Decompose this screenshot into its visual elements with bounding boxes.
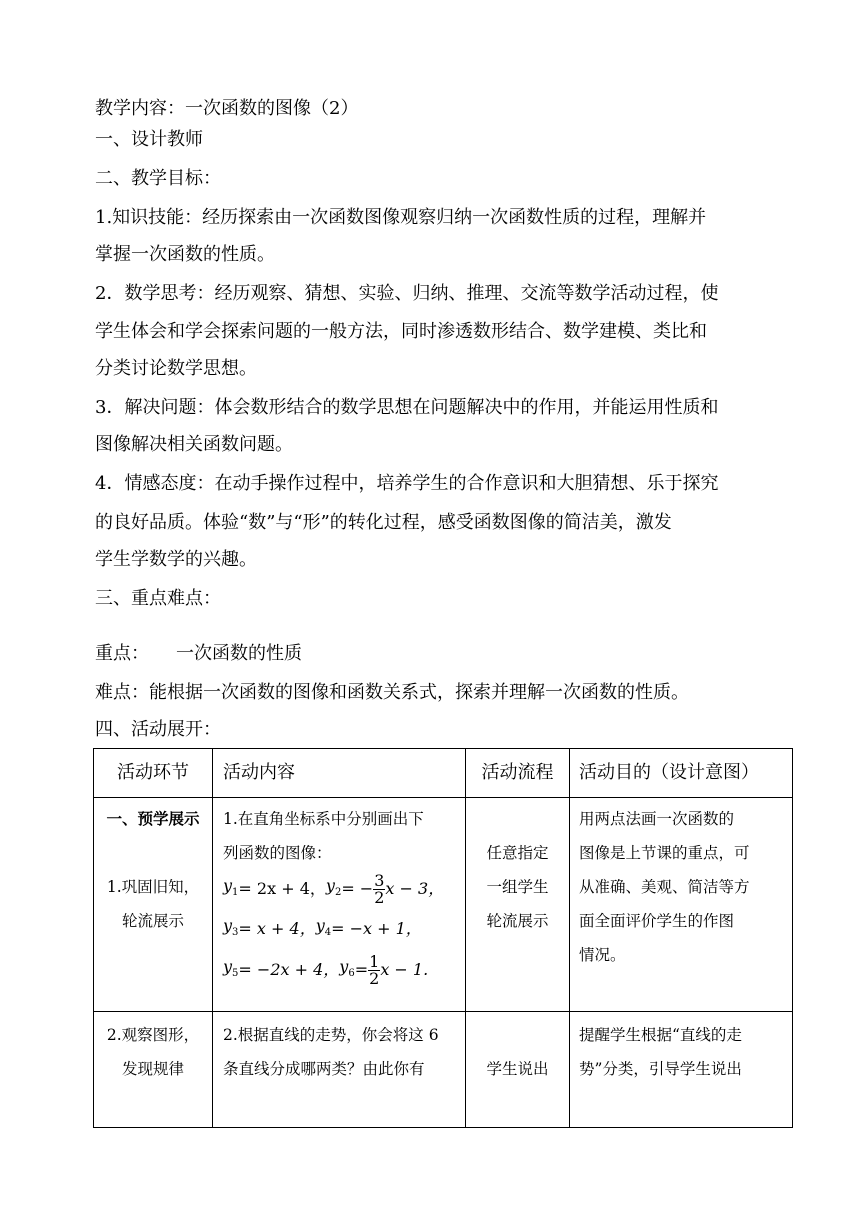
stage-sub: 2.观察图形， <box>106 1026 200 1044</box>
content-cell <box>213 1012 466 1128</box>
purpose-text: 情况。 <box>579 946 626 964</box>
stage-sub: 发现规律 <box>121 1060 184 1078</box>
purpose-text: 提醒学生根据“直线的走 <box>579 1026 742 1044</box>
section-key-points: 三、重点难点： <box>95 588 221 609</box>
activity-table <box>93 748 793 1128</box>
flow-text: 一组学生 <box>486 878 549 896</box>
fraction-den: 2 <box>369 968 380 988</box>
equation: x − 1. <box>380 960 429 979</box>
table-header-row <box>94 749 793 798</box>
fraction <box>373 870 385 907</box>
goal-line: 学生学数学的兴趣。 <box>95 549 257 570</box>
stage-cell <box>94 798 213 1012</box>
equation: = <box>354 960 369 979</box>
content-text: 列函数的图像： <box>223 844 332 862</box>
purpose-text: 势”分类，引导学生说出 <box>579 1060 742 1078</box>
equation: = − <box>341 879 374 898</box>
stage-cell <box>94 1012 213 1128</box>
goal-line: 3．解决问题：体会数形结合的数学思想在问题解决中的作用，并能运用性质和 <box>95 397 719 418</box>
goal-line: 分类讨论数学思想。 <box>95 358 257 379</box>
purpose-text: 从准确、美观、简洁等方 <box>579 878 750 896</box>
flow-text: 任意指定 <box>486 844 549 862</box>
goal-line: 图像解决相关函数问题。 <box>95 434 293 455</box>
content-cell <box>213 798 466 1012</box>
stage-sub: 1.巩固旧知， <box>106 878 200 896</box>
section-goals: 二、教学目标： <box>95 168 221 189</box>
equation: = 2x + 4， <box>238 879 326 898</box>
section-activities: 四、活动展开： <box>95 719 221 740</box>
flow-text: 学生说出 <box>486 1060 549 1078</box>
stage-title: 一、预学展示 <box>106 809 200 828</box>
difficulty: 难点：能根据一次函数的图像和函数关系式，探索并理解一次函数的性质。 <box>95 682 689 703</box>
equation-line: $y_5$ = −2x + 4， $y_6$ = $\frac{1}{2}$ x − 1. <box>223 951 429 988</box>
flow-cell <box>466 1012 570 1128</box>
purpose-text: 面全面评价学生的作图 <box>579 912 735 930</box>
content-text: 条直线分成哪两类？由此你有 <box>223 1060 425 1078</box>
stage-sub: 轮流展示 <box>121 912 184 930</box>
goal-line: 的良好品质。体验“数”与“形”的转化过程，感受函数图像的简洁美，激发 <box>95 512 672 533</box>
equation: = x + 4， <box>238 919 316 938</box>
goal-line: 掌握一次函数的性质。 <box>95 244 275 265</box>
flow-text: 轮流展示 <box>486 912 549 930</box>
fraction-num: 3 <box>374 870 385 890</box>
fraction <box>368 951 380 988</box>
equation-line: $y_3$ = x + 4， $y_4$ = −x + 1， <box>223 910 465 948</box>
equation: = −x + 1， <box>331 919 422 938</box>
purpose-text: 图像是上节课的重点，可 <box>579 844 750 862</box>
header-flow: 活动流程 <box>466 749 570 798</box>
lesson-title: 教学内容：一次函数的图像（2） <box>95 98 359 119</box>
fraction-num: 1 <box>369 951 380 971</box>
purpose-cell <box>570 1012 793 1128</box>
purpose-cell <box>570 798 793 1012</box>
equation-line: $y_1$ = 2x + 4， $y_2$ = − $\frac{3}{2}$ x − 3， <box>223 870 445 907</box>
header-purpose: 活动目的（设计意图） <box>570 749 793 798</box>
key-point: 重点： 一次函数的性质 <box>95 643 302 664</box>
goal-line: 1.知识技能：经历探索由一次函数图像观察归纳一次函数性质的过程，理解并 <box>95 207 707 228</box>
goal-line: 学生体会和学会探索问题的一般方法，同时渗透数形结合、数学建模、类比和 <box>95 321 707 342</box>
flow-cell <box>466 798 570 1012</box>
goal-line: 2．数学思考：经历观察、猜想、实验、归纳、推理、交流等数学活动过程，使 <box>95 283 719 304</box>
content-text: 2.根据直线的走势，你会将这 6 <box>223 1026 439 1044</box>
table-row <box>94 798 793 1012</box>
header-stage: 活动环节 <box>94 749 213 798</box>
header-content: 活动内容 <box>213 749 466 798</box>
equation: = −2x + 4， <box>238 960 340 979</box>
table-row <box>94 1012 793 1128</box>
purpose-text: 用两点法画一次函数的 <box>579 810 735 828</box>
goal-line: 4．情感态度：在动手操作过程中，培养学生的合作意识和大胆猜想、乐于探究 <box>95 473 719 494</box>
content-text: 1.在直角坐标系中分别画出下 <box>223 810 424 828</box>
equation: x − 3， <box>385 879 445 898</box>
fraction-den: 2 <box>374 887 385 907</box>
section-designer: 一、设计教师 <box>95 129 203 150</box>
